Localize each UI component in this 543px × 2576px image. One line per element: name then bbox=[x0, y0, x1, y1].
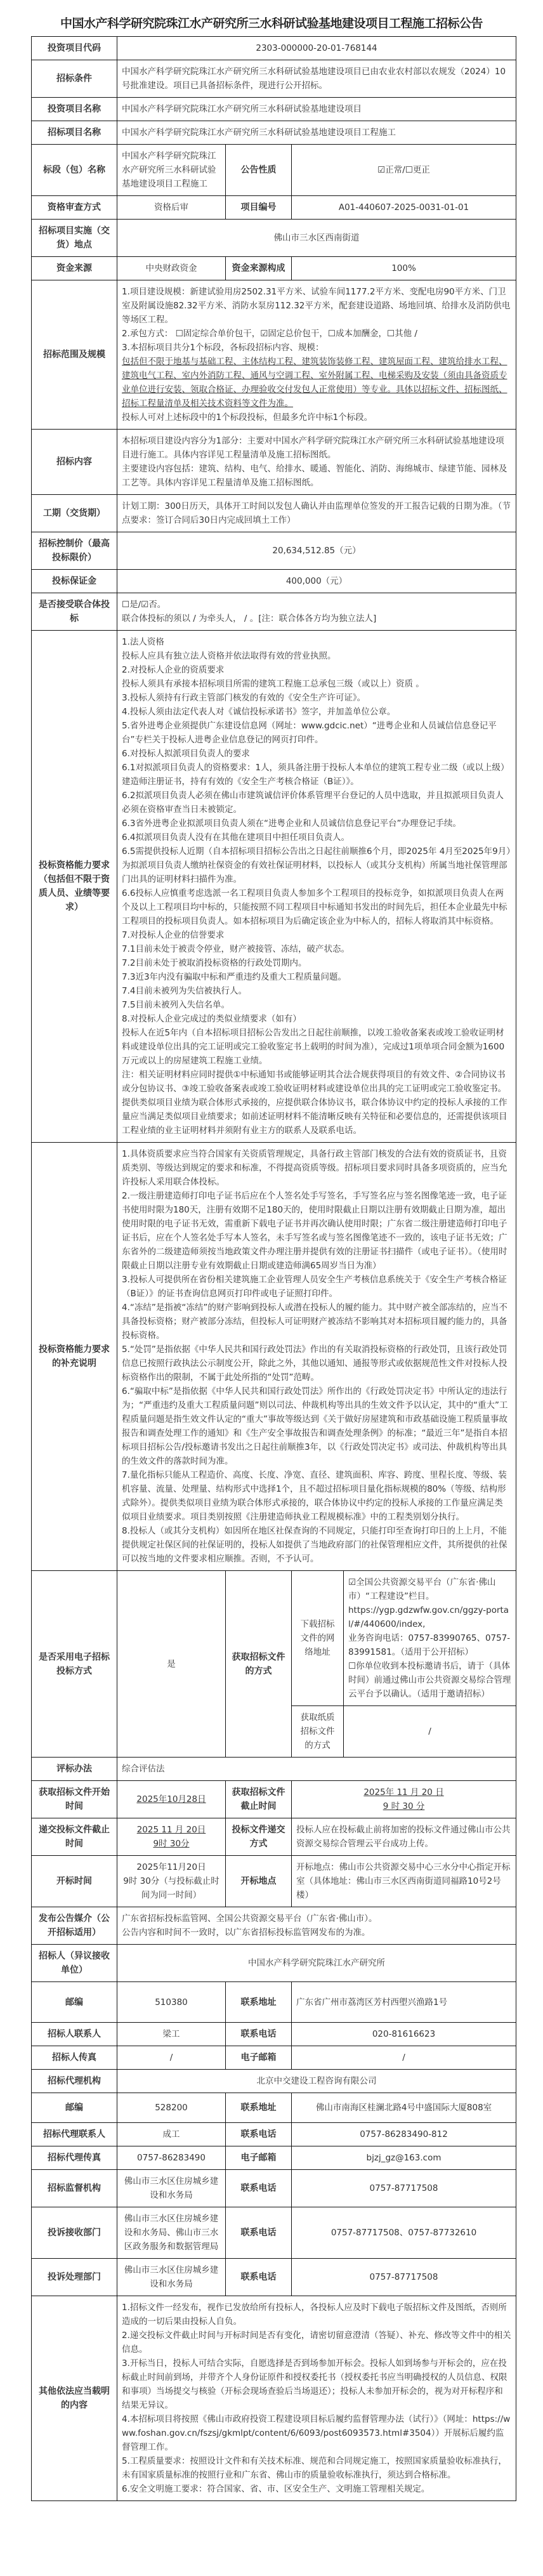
row-content bbox=[32, 430, 516, 495]
label: 招标范围及规模 bbox=[32, 280, 117, 430]
zip: 528200 bbox=[117, 2093, 226, 2123]
list-item: 7.对投标人企业的信誉要求 bbox=[122, 930, 225, 940]
label: 邮编 bbox=[32, 1982, 117, 2023]
list-item: 3.开标当日，投标人可结合实际，自愿选择是否到场参加开标会。投标人如到场参与开标会的，应在投标截止时间前到场，并带齐个人身份证原件和授权委托书（授权委托书应当明确授权的人员信息、权限和事项）当场提交与核验（开标会现场查验后当场退还）；投标人未参加开标会的，视为对开标程序和结果无异议。 bbox=[122, 2358, 507, 2410]
label: 标段（包）名称 bbox=[32, 145, 117, 196]
label: 投标文件递交方式 bbox=[226, 1818, 292, 1856]
fax: / bbox=[117, 2046, 226, 2070]
qualification-list bbox=[117, 631, 516, 1143]
invest-name: 中国水产科学研究院珠江水产研究所三水科研试验基地建设项目 bbox=[117, 98, 516, 121]
condition-text: 中国水产科学研究院珠江水产研究所三水科研试验基地建设项目已由农业农村部以农规发（2024）10号批准建设。项目已具备招标条件，现进行公开招标。 bbox=[117, 60, 516, 98]
scope-bid-limit: 投标人可对上述标段中的1个标段投标，但最多允许中标1个标段。 bbox=[122, 412, 373, 423]
download-info bbox=[344, 1571, 516, 1706]
list-item: 5.“处罚”是指依据《中华人民共和国行政处罚法》作出的有关取消投标资格的行政处罚，且该行政处罚信息已按照行政执法公示制度公开，除此之外，其他以通知、通报等形式或依据规范性文件对投标人投标资格作出的限制，不属于此处所指的“处罚”范畴。 bbox=[122, 1344, 507, 1383]
label: 招标条件 bbox=[32, 60, 117, 98]
label: 递交投标文件截止时间 bbox=[32, 1818, 117, 1856]
opening-date: 2025年11月20日 bbox=[136, 1862, 206, 1872]
obtain-end-time: 9 时 30 分 bbox=[383, 1801, 425, 1811]
list-item: 6.2拟派项目负责人必须在佛山市建筑诚信评价体系管理平台登记的人员中选取，并且拟派项目负责人必须在资格审查当日未被锁定。 bbox=[122, 791, 504, 815]
label: 开标地点 bbox=[226, 1856, 292, 1907]
row-tenderee-contact bbox=[32, 2023, 516, 2046]
label: 工期（交货期） bbox=[32, 495, 117, 532]
label: 招标项目实施（交货）地点 bbox=[32, 220, 117, 257]
row-tenderee bbox=[32, 1945, 516, 1982]
row-price bbox=[32, 532, 516, 570]
row-project-code bbox=[32, 37, 516, 60]
scope-cell bbox=[117, 280, 516, 430]
scope-sections: 3.本招标项目共分1个标段，各标段招标内容、规模： bbox=[122, 343, 324, 353]
submit-way: 投标人应在投标截止前将加密的投标文件通过佛山市公共资源交易综合管理云平台成功上传。 bbox=[292, 1818, 516, 1856]
label: 投诉接收部门 bbox=[32, 2207, 117, 2259]
list-item: 6.安全文明施工要求：符合国家、省、市、区安全生产、文明施工管理相关规定。 bbox=[122, 2484, 430, 2494]
row-supervisor bbox=[32, 2170, 516, 2207]
label: 招标项目名称 bbox=[32, 121, 117, 145]
submit-deadline-cell bbox=[117, 1818, 226, 1856]
content-text: 本招标项目建设内容分为1部分：主要对中国水产科学研究院珠江水产研究所三水科研试验基地建设项目进行施工。具体内容详见工程量清单及施工招标图纸。 bbox=[122, 436, 504, 460]
label: 招标控制价（最高投标限价） bbox=[32, 532, 117, 570]
deposit: 400,000（元） bbox=[117, 570, 516, 593]
label: 下载招标文件的网络地址 bbox=[292, 1571, 344, 1706]
list-item: 2.递交投标文件截止时间与开标时间是否有变化，请密切留意澄清（答疑）、补充、修改等文件中的相关信息。 bbox=[122, 2330, 511, 2355]
list-item: 1.具体资质要求应当符合国家有关资质管理规定，具备行政主管部门核发的合法有效的资质证书，且资质类别、等级达到规定的要求和标准，不得提高资质等级。招标项目要求同时具备多项资质的，应当允许投标人采用联合体投标。 bbox=[122, 1149, 507, 1187]
label: 获取纸质招标文件的方式 bbox=[292, 1706, 344, 1758]
obtain-end-date: 2025年 11 月 20 日 bbox=[363, 1787, 444, 1797]
tenderee: 中国水产科学研究院珠江水产研究所 bbox=[117, 1945, 516, 1982]
row-fund bbox=[32, 257, 516, 280]
list-item: 6.4拟派项目负责人没有在其他在建项目中担任项目负责人。 bbox=[122, 832, 350, 843]
list-item: 7.3近3年内没有骗取中标和严重违约及重大工程质量问题。 bbox=[122, 972, 347, 982]
paper-method: / bbox=[344, 1706, 516, 1758]
list-item: 4.“冻结”是指被“冻结”的财产影响到投标人或潜在投标人的履约能力。其中财产被全部冻结的，应当不具备投标资格；财产被部分冻结，但投标人可证明财产被冻结不影响其对本招标项目履约能力的，具备投标资格。 bbox=[122, 1303, 507, 1341]
control-price: 20,634,512.85（元） bbox=[117, 532, 516, 570]
label: 招标监督机构 bbox=[32, 2170, 117, 2207]
media-cell bbox=[117, 1907, 516, 1945]
consortium-checkbox: ☐是/☑否。 bbox=[122, 600, 166, 610]
row-opening bbox=[32, 1856, 516, 1907]
list-item: 投标人应具有独立法人资格并依法取得有效的营业执照。 bbox=[122, 651, 336, 661]
label: 联系电话 bbox=[226, 2259, 292, 2296]
label: 招标人联系人 bbox=[32, 2023, 117, 2046]
supervisor: 佛山市三水区住房城乡建设和水务局 bbox=[117, 2170, 226, 2207]
obtain-end-cell bbox=[292, 1781, 516, 1818]
row-electronic bbox=[32, 1571, 516, 1706]
label: 投标资格能力要求（包括但不限于资质人员、业绩等要求） bbox=[32, 631, 117, 1143]
label: 公告性质 bbox=[226, 145, 292, 196]
electronic-value: 是 bbox=[117, 1571, 226, 1758]
label: 获取招标文件的方式 bbox=[226, 1571, 292, 1758]
label: 招标人传真 bbox=[32, 2046, 117, 2070]
scope-scale: 1.项目建设规模：新建试验用房2502.31平方米、试验车间1177.2平方米、变配电房90平方米、门卫室及附属设施82.32平方米、消防水泵房112.32平方米，配套建设道路、场地回填、给排水及消防供电等场区工程。 bbox=[122, 287, 511, 325]
row-agency bbox=[32, 2070, 516, 2093]
phone: 0757-87717508 bbox=[292, 2259, 516, 2296]
row-consortium bbox=[32, 593, 516, 631]
list-item: 6.对投标人拟派项目负责人的要求 bbox=[122, 749, 250, 759]
content-cell bbox=[117, 430, 516, 495]
row-tender-name bbox=[32, 121, 516, 145]
label: 招标代理机构 bbox=[32, 2070, 117, 2093]
label: 资金来源 bbox=[32, 257, 117, 280]
phone: 0757-87717508、0757-87732610 bbox=[292, 2207, 516, 2259]
label: 发布公告媒介（公开招标适用） bbox=[32, 1907, 117, 1945]
email[interactable]: bjzj_gz@163.com bbox=[292, 2146, 516, 2170]
label: 联系电话 bbox=[226, 2207, 292, 2259]
label: 获取招标文件开始时间 bbox=[32, 1781, 117, 1818]
row-submit bbox=[32, 1818, 516, 1856]
opening-place: 开标地点：佛山市公共资源交易中心三水分中心指定开标室（具体地址：佛山市三水区西南街道同福路10号2号楼） bbox=[292, 1856, 516, 1907]
list-item: 7.5目前未被列入失信名单。 bbox=[122, 1000, 230, 1010]
label: 招标内容 bbox=[32, 430, 117, 495]
row-condition bbox=[32, 60, 516, 98]
list-item: 4.本招标项目将按照《佛山市政府投资工程建设项目标后履约监督管理办法（试行）》（网址：https://www.foshan.gov.cn/fszsj/gkmlpt/content/6/6093/post6093573.html#3504））开展标后履约监督管理工作。 bbox=[122, 2414, 511, 2452]
label: 投资项目名称 bbox=[32, 98, 117, 121]
label: 资格审查方式 bbox=[32, 196, 117, 220]
row-scope bbox=[32, 280, 516, 430]
other-list bbox=[117, 2296, 516, 2501]
fax: 0757-86283490 bbox=[117, 2146, 226, 2170]
phone: 0757-87717508 bbox=[292, 2170, 516, 2207]
row-agency-fax bbox=[32, 2146, 516, 2170]
obtain-start: 2025年10月28日 bbox=[117, 1781, 226, 1818]
row-obtain-time bbox=[32, 1781, 516, 1818]
location: 佛山市三水区西南街道 bbox=[117, 220, 516, 257]
list-item: 7.2目前未处于被取消投标资格的行政处罚期内。 bbox=[122, 958, 307, 968]
label: 招标人（异议接收单位） bbox=[32, 1945, 117, 1982]
zip: 510380 bbox=[117, 1982, 226, 2023]
row-supplement bbox=[32, 1143, 516, 1571]
list-item: 3.投标人须持有行政主管部门核发的有效的《安全生产许可证》。 bbox=[122, 693, 366, 703]
label: 投标资格能力要求的补充说明 bbox=[32, 1143, 117, 1571]
list-item: 8.投标人（或其分支机构）如因所在地区社保查询的不同规定，只能打印至查询打印日的上上月，不能提供规定社保区间的社保证明的，投标人如提供了当地政府部门的社保管理相应文件，其所提供的社保可以按当地的文件要求相应顺推。否则，不予认可。 bbox=[122, 1526, 507, 1564]
consortium-cell bbox=[117, 593, 516, 631]
list-item: 业务咨询电话：0757-83990765、0757-83991581。（适用于公开招标） bbox=[348, 1633, 511, 1657]
fund-source: 中央财政资金 bbox=[117, 257, 226, 280]
row-other bbox=[32, 2296, 516, 2501]
consortium-note: 联合体投标的须以 / 为牵头人， / 。[注：联合体各方均为独立法人] bbox=[122, 614, 377, 624]
list-item: 1.招标文件一经发布，视作已发放给所有投标人，各投标人应及时下载电子版招标文件及图纸，否则所造成的一切后果由投标人自负。 bbox=[122, 2303, 507, 2327]
list-item: https://ygp.gdzwfw.gov.cn/ggzy-portal/#/440600/index, bbox=[348, 1605, 509, 1629]
list-item: 6.5需提供投标人近期（自本招标项目招标公告出之日起往前顺推6个月，即2025年 4月至2025年9月）为拟派项目负责人缴纳社保资金的有效社保证明材料，以投标人（或其分支机构）所属当地社保管理部门出具的证明材料扫描件为准。 bbox=[122, 846, 511, 884]
list-item: 投标人在近5年内（自本招标项目招标公告发出之日起往前顺推，以竣工验收备案表或竣工验收证明材料或建设单位出具的完工证明或完工验收鉴定书上载明的时间为准），完成过1项单项合同金额为1600万元或以上的房屋建筑工程施工业绩。 bbox=[122, 1028, 505, 1066]
media-text: 广东省招标投标监管网、全国公共资源交易平台（广东省·佛山市）。 bbox=[122, 1914, 377, 1924]
label: 联系电话 bbox=[226, 2123, 292, 2146]
fund-composition: 100% bbox=[292, 257, 516, 280]
tender-name: 中国水产科学研究院珠江水产研究所三水科研试验基地建设项目工程施工 bbox=[117, 121, 516, 145]
supplement-list bbox=[117, 1143, 516, 1571]
agency: 北京中交建设工程咨询有限公司 bbox=[117, 2070, 516, 2093]
list-item: 注：相关证明材料应同时提供①中标通知书或能够证明其合法合规获得项目的有效文件、②合同协议书或分包协议书、③竣工验收备案表或竣工验收证明材料或建设单位出具的完工证明或完工验收鉴定书。提供类似项目业绩为联合体形式承接的，应提供联合体协议书，联合体协议中约定的投标人承接的工作量应当满足类似项目业绩要求；如前述证明材料不能清晰反映有关特征和必要信息的，还需提供该项目工程业绩的业主证明材料并须附有业主方的联系人及联系电话。 bbox=[122, 1070, 507, 1136]
label: 其他依法应当载明的内容 bbox=[32, 2296, 117, 2501]
row-location bbox=[32, 220, 516, 257]
row-agency-zip bbox=[32, 2093, 516, 2123]
label: 是否采用电子招标投标方式 bbox=[32, 1571, 117, 1758]
row-evaluation bbox=[32, 1758, 516, 1781]
address: 佛山市南海区桂澜北路4号中盛国际大厦808室 bbox=[292, 2093, 516, 2123]
submit-time: 9时 30分 bbox=[153, 1839, 190, 1849]
page-title: 中国水产科学研究院珠江水产研究所三水科研试验基地建设项目工程施工招标公告 bbox=[60, 16, 483, 30]
label: 联系电话 bbox=[226, 2023, 292, 2046]
row-qualification bbox=[32, 631, 516, 1143]
list-item: 5.省外进粤企业须提供广东建设信息网（网址：www.gdcic.net）“进粤企业和人员诚信信息登记平台”专栏关于投标人进粤企业信息登记的网页打印件。 bbox=[122, 721, 497, 745]
row-media bbox=[32, 1907, 516, 1945]
row-complaint-receive bbox=[32, 2207, 516, 2259]
label: 邮编 bbox=[32, 2093, 117, 2123]
submit-date: 2025 11 月 20日 bbox=[136, 1825, 206, 1835]
content-text: 主要建设内容包括：建筑、结构、电气、给排水、暖通、智能化、消防、海绵城市、绿建节能、园林及工艺等。具体内容详见工程量清单及施工招标图纸。 bbox=[122, 464, 507, 488]
list-item: 6.“骗取中标”是指依据《中华人民共和国行政处罚法》所作出的《行政处罚决定书》中所认定的违法行为；“严重违约及重大工程质量问题”则以司法、仲裁机构等出具的生效文件予以认定，其中的“重大”工程质量问题是指生效文件认定的“重大”事故等级达到《关于做好房屋建筑和市政基础设施工程质量事故报告和调查处理工作的通知》和《生产安全事故报告和调查处理条例》的标准；“最近三年”是指自本招标项目招标公告/投标邀请书发出之日起往前顺推3年，以《行政处罚决定书》或司法、仲裁机构等出具的生效文件的落款时间为准。 bbox=[122, 1386, 508, 1466]
list-item: 4.投标人须由法定代表人对《诚信投标承诺书》签字，并加盖单位公章。 bbox=[122, 707, 396, 717]
label: 电子邮箱 bbox=[226, 2146, 292, 2170]
row-tenderee-zip bbox=[32, 1982, 516, 2023]
scope-contract-mode: 2.承包方式： ☐固定综合单价包干，☑固定总价包干，☐成本加酬金，☐其他 / bbox=[122, 329, 417, 339]
label: 联系地址 bbox=[226, 1982, 292, 2023]
list-item: 6.6投标人应慎重考虑选派一名工程项目负责人参加多个工程项目的投标竞争，如拟派项目负责人在两个及以上工程项目均中标的，只能按照不同工程项目中标通知书发出的时间先后，担任本企业最先中标工程项目的投标项目负责人。如本招标项目为后确定该企业为中标人的，招标人将取消其中标资格。 bbox=[122, 888, 507, 926]
list-item: 6.1对拟派项目负责人的资格要求：1人，须具备注册于投标人本单位的建筑工程专业二级（或以上级）建造师注册证书，持有有效的《安全生产考核合格证（B证）》。 bbox=[122, 763, 509, 787]
address: 广东省广州市荔湾区芳村西塱兴渔路1号 bbox=[292, 1982, 516, 2023]
label: 投资项目代码 bbox=[32, 37, 117, 60]
contact: 梁工 bbox=[117, 2023, 226, 2046]
email: / bbox=[292, 2046, 516, 2070]
label: 招标代理联系人 bbox=[32, 2123, 117, 2146]
section-name: 中国水产科学研究院珠江水产研究所三水科研试验基地建设项目工程施工 bbox=[117, 145, 226, 196]
list-item: ☐你单位收到本投标邀请书后，请于（具体时间）前通过佛山市公共资源交易综合管理云平台予以确认。（适用于邀请招标） bbox=[348, 1661, 511, 1699]
project-code: 2303-000000-20-01-768144 bbox=[117, 37, 516, 60]
list-item: 7.1目前未处于被责令停业，财产被接管、冻结，破产状态。 bbox=[122, 944, 350, 954]
list-item: 7.4目前未被列为失信被执行人。 bbox=[122, 986, 247, 996]
phone: 020-81616623 bbox=[292, 2023, 516, 2046]
list-item: 2.对投标人企业的资质要求 bbox=[122, 665, 225, 675]
opening-time: 9时 30分（与投标截止时间为同一时间） bbox=[123, 1876, 219, 1900]
label: 获取招标文件截止时间 bbox=[226, 1781, 292, 1818]
complaint-receiver: 佛山市三水区住房城乡建设和水务局、佛山市三水区政务服务和数据管理局 bbox=[117, 2207, 226, 2259]
label: 联系地址 bbox=[226, 2093, 292, 2123]
list-item: 8.对投标人企业完成过的类似业绩要求（如有） bbox=[122, 1014, 301, 1024]
list-item: ☑全国公共资源交易平台（广东省·佛山市）“工程建设”栏目。 bbox=[348, 1577, 496, 1601]
label: 电子邮箱 bbox=[226, 2046, 292, 2070]
label: 开标时间 bbox=[32, 1856, 117, 1907]
row-complaint-process bbox=[32, 2259, 516, 2296]
label: 评标办法 bbox=[32, 1758, 117, 1781]
row-period bbox=[32, 495, 516, 532]
opening-time-cell bbox=[117, 1856, 226, 1907]
phone: 0757-86283490-812 bbox=[292, 2123, 516, 2146]
label: 是否接受联合体投标 bbox=[32, 593, 117, 631]
contact: 成工 bbox=[117, 2123, 226, 2146]
list-item: 6.3省外进粤企业拟派项目负责人须在“进粤企业和人员诚信信息登记平台”办理登记手续。 bbox=[122, 818, 461, 829]
row-section bbox=[32, 145, 516, 196]
list-item: 7.量化指标只能从工程造价、高度、长度、净宽、直径、建筑面积、库容、跨度、里程长度、等级、装机容量、流量、处理量、结构形式中选择1个，且不超过招标项目量化指标规模的80%（等级、结构形式除外）。提供类似项目业绩为联合体形式承接的，联合体协议中约定的投标人承接的工作量应满足类似项目业绩要求。项目类别按照《注册建造师执业工程规模标准》中的工程类别划分执行。 bbox=[122, 1470, 507, 1522]
row-invest-name bbox=[32, 98, 516, 121]
list-item: 3.投标人可提供所在省份相关建筑施工企业管理人员安全生产考核信息系统关于《安全生产考核合格证（B证）》的证书查询信息网页打印件或电子证照打印件。 bbox=[122, 1275, 507, 1299]
list-item: 2.一级注册建造师打印电子证书后应在个人签名处手写签名，手写签名应与签名图像笔迹一致，电子证书使用时限为180天，注册有效期不足180天的，使用时限截止日期以注册有效期截止日期为准，超出使用时限的电子证书无效，需重新下载电子证书并再次确认使用时限；广东省二级注册建造师打印电子证书后，应在个人签名处手写本人签名，未手写签名或与签名图像笔迹不一致的，该电子证书无效；广东省外的二级建造师须按当地政策文件办理注册并提供有效的注册证书扫描件（或电子证书）。（使用时限截止日期以注册专业有效期截止日期或建造师满65周岁当日为准） bbox=[122, 1191, 507, 1271]
media-note: 公告内容和时间不一致时，以广东省招标投标监管网发布的为准。 bbox=[122, 1928, 370, 1938]
evaluation-method: 综合评估法 bbox=[117, 1758, 516, 1781]
project-number: A01-440607-2025-0031-01-01 bbox=[292, 196, 516, 220]
list-item: 投标人须具有承接本招标项目所需的建筑工程施工总承包三级（或以上）资质 。 bbox=[122, 679, 424, 689]
list-item: 5.工程质量要求：按照设计文件和有关技术标准、规范和合同规定施工，按照国家质量验收标准执行，未有国家质量标准的按照行业和广东省、佛山市的质量验收标准执行，须达到合格标准。 bbox=[122, 2456, 507, 2480]
period: 计划工期：300日历天，具体开工时间以发包人确认并由监理单位签发的开工报告记载的日期为准。（节点要求：签订合同后30日内完成回填土工作） bbox=[117, 495, 516, 532]
scope-content: 包括但不限于地基与基础工程、主体结构工程、建筑装饰装修工程、建筑屋面工程、建筑给排水工程、建筑电气工程、室内外消防工程、通风与空调工程、室外附属工程、电梯采购及安装（须由具备资质专业单位进行安装、领取合格证、办理验收交付发包人正常使用）等专业。具体以招标文件、招标图纸、招标工程量清单及相关技术资料等文件为准。 bbox=[122, 357, 507, 409]
notice-nature-checkbox: ☑正常/☐更正 bbox=[292, 145, 516, 196]
announcement-table bbox=[31, 36, 516, 2501]
row-review bbox=[32, 196, 516, 220]
row-agency-contact bbox=[32, 2123, 516, 2146]
row-tenderee-fax bbox=[32, 2046, 516, 2070]
label: 联系电话 bbox=[226, 2170, 292, 2207]
label: 项目编号 bbox=[226, 196, 292, 220]
list-item: 1.法人资格 bbox=[122, 637, 164, 647]
review-method: 资格后审 bbox=[117, 196, 226, 220]
label: 资金来源构成 bbox=[226, 257, 292, 280]
label: 投诉处理部门 bbox=[32, 2259, 117, 2296]
row-deposit bbox=[32, 570, 516, 593]
complaint-processor: 佛山市三水区住房城乡建设和水务局 bbox=[117, 2259, 226, 2296]
label: 招标代理传真 bbox=[32, 2146, 117, 2170]
label: 投标保证金 bbox=[32, 570, 117, 593]
